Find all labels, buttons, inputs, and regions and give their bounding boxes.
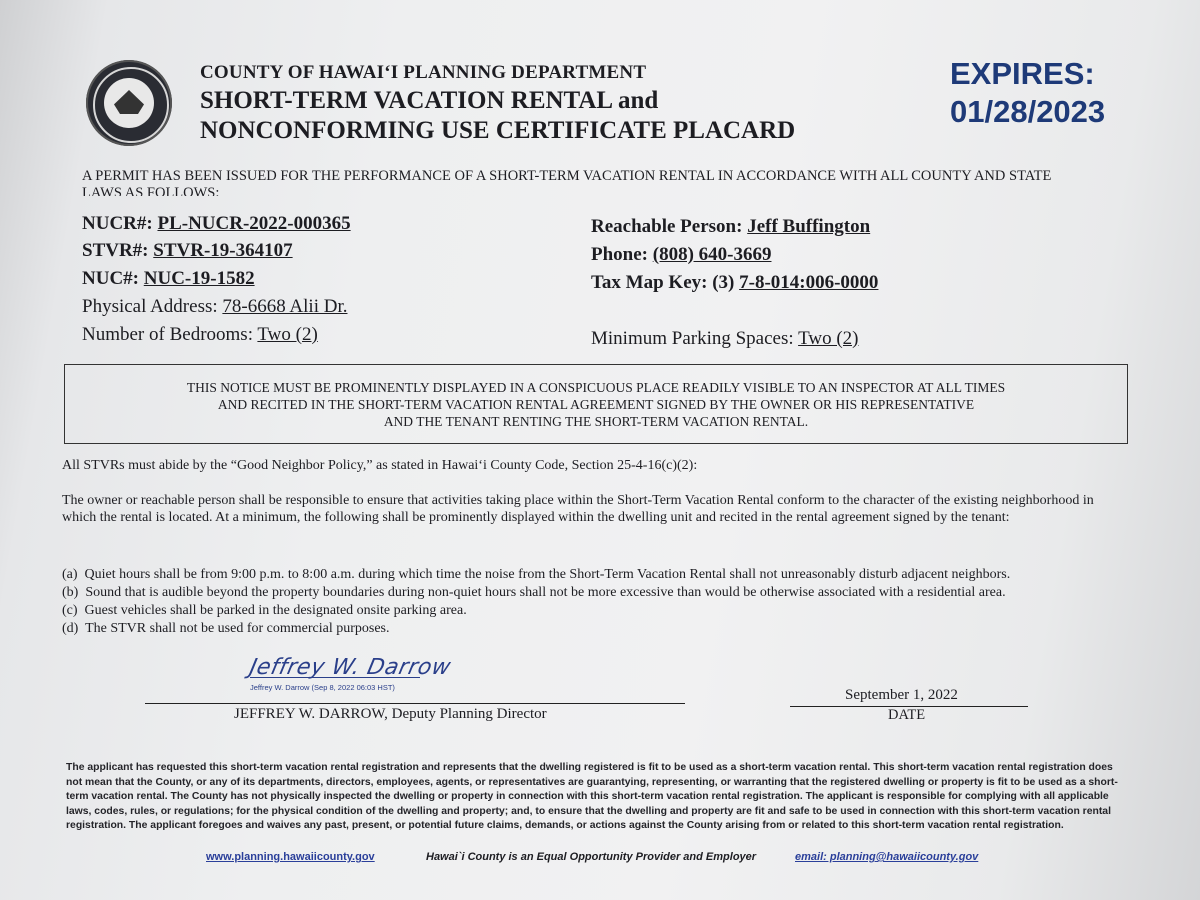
reachable-value: Jeff Buffington (747, 216, 871, 237)
rule-text: Quiet hours shall be from 9:00 p.m. to 8:00 a.m. during which time the noise from the Short-Term Vacation Rental shall not unreasonably disturb adjacent neighbors. (84, 567, 1011, 582)
rule-item (62, 621, 390, 637)
rule-item (62, 585, 1006, 601)
rule-letter: (c) (62, 603, 78, 618)
signed-date: September 1, 2022 (845, 687, 958, 703)
address-value: 78-6668 Alii Dr. (222, 296, 348, 317)
notice-line: AND RECITED IN THE SHORT-TERM VACATION RENTAL AGREEMENT SIGNED BY THE OWNER OR HIS REPRESENTATIVE (217, 397, 975, 412)
expires-label: EXPIRES: (950, 56, 1095, 91)
phone-value: (808) 640-3669 (652, 244, 772, 265)
rule-item (62, 567, 1010, 583)
notice-line: AND THE TENANT RENTING THE SHORT-TERM VACATION RENTAL. (383, 414, 809, 429)
policy-paragraph: The owner or reachable person shall be responsible to ensure that activities taking place within the Short-Term Vacation Rental conform to the character of the existing neighborhood in which the rental is located. At a minimum, the following shall be prominently displayed within the dwelling unit and recited in the rental agreement signed by the tenant: (62, 493, 1094, 525)
department-name: COUNTY OF HAWAI‘I PLANNING DEPARTMENT (200, 62, 647, 83)
nuc-label: NUC#: (82, 268, 139, 289)
address-field (82, 296, 347, 318)
signature-stamp: Jeffrey W. Darrow (Sep 8, 2022 06:03 HST) (250, 683, 395, 692)
tax-map-key-label: Tax Map Key: (3) (591, 272, 735, 293)
phone-label: Phone: (591, 244, 648, 265)
rule-text: Sound that is audible beyond the property boundaries during non-quiet hours shall not be more excessive than would be otherwise associated with a residential area. (85, 585, 1006, 600)
email-link[interactable]: email: planning@hawaiicounty.gov (795, 851, 979, 863)
phone-field (591, 244, 771, 266)
placard-title-line2: NONCONFORMING USE CERTIFICATE PLACARD (200, 117, 796, 144)
nuc-value: NUC-19-1582 (143, 268, 255, 289)
address-label: Physical Address: (82, 296, 218, 317)
signature-underline (250, 677, 420, 678)
permit-statement: A PERMIT HAS BEEN ISSUED FOR THE PERFORMANCE OF A SHORT-TERM VACATION RENTAL IN ACCORDANCE WITH ALL COUNTY AND STATE LAWS AS FOLLOWS: (82, 168, 1052, 196)
rule-text: Guest vehicles shall be parked in the designated onsite parking area. (84, 603, 467, 618)
equal-opportunity-statement: Hawai`i County is an Equal Opportunity Provider and Employer (426, 851, 757, 863)
date-label: DATE (888, 707, 926, 723)
stvr-field (82, 240, 293, 262)
notice-line: THIS NOTICE MUST BE PROMINENTLY DISPLAYED IN A CONSPICUOUS PLACE READILY VISIBLE TO AN INSPECTOR AT ALL TIMES (186, 380, 1006, 395)
parking-label: Minimum Parking Spaces: (591, 328, 794, 349)
policy-intro: All STVRs must abide by the “Good Neighbor Policy,” as stated in Hawai‘i County Code, Section 25-4-16(c)(2): (62, 458, 698, 473)
bedrooms-value: Two (2) (257, 324, 318, 345)
display-notice-box (64, 364, 1128, 444)
signature-line (145, 703, 685, 704)
county-seal-icon (86, 60, 172, 146)
signature-script: Jeffrey W. Darrow (247, 655, 454, 680)
nucr-label: NUCR#: (82, 213, 153, 234)
signer-name-title: JEFFREY W. DARROW, Deputy Planning Director (234, 706, 547, 722)
placard-title-line1: SHORT-TERM VACATION RENTAL and (200, 87, 659, 114)
rule-text: The STVR shall not be used for commercial purposes. (85, 621, 390, 636)
bedrooms-field (82, 324, 318, 346)
reachable-field (591, 216, 870, 238)
rule-item (62, 603, 467, 619)
expires-date: 01/28/2023 (950, 94, 1106, 129)
reachable-label: Reachable Person: (591, 216, 743, 237)
rule-letter: (b) (62, 585, 79, 600)
nucr-value: PL-NUCR-2022-000365 (157, 213, 351, 234)
rule-letter: (a) (62, 567, 78, 582)
parking-field (591, 328, 858, 350)
tax-map-key-value: 7-8-014:006-0000 (739, 272, 879, 293)
nucr-field (82, 213, 351, 235)
website-link[interactable]: www.planning.hawaiicounty.gov (206, 851, 375, 863)
stvr-value: STVR-19-364107 (153, 240, 293, 261)
bedrooms-label: Number of Bedrooms: (82, 324, 253, 345)
tax-map-key-field (591, 272, 878, 294)
rule-letter: (d) (62, 621, 79, 636)
disclaimer-text: The applicant has requested this short-term vacation rental registration and represents that the dwelling registered is fit to be used as a short-term vacation rental. This short-term vacation rental registration does not mean that the County, or any of its departments, directors, employees, agents, or representatives are guarantying, representing, or warranting that the registered dwelling or property is fit to be used as a short-term vacation rental. The County has not physically inspected the dwelling or property in connection with this short-term vacation rental registration. The applicant is responsible for complying with all applicable laws, codes, rules, or regulations; for the physical condition of the dwelling and property; and, to ensure that the dwelling and property are fit and safe to be used in connection with this short-term vacation rental registration. The applicant foregoes and waives any past, present, or potential future claims, demands, or actions against the County arising from or related to this short-term vacation rental registration. (66, 762, 1118, 832)
stvr-label: STVR#: (82, 240, 149, 261)
parking-value: Two (2) (798, 328, 859, 349)
nuc-field (82, 268, 255, 290)
